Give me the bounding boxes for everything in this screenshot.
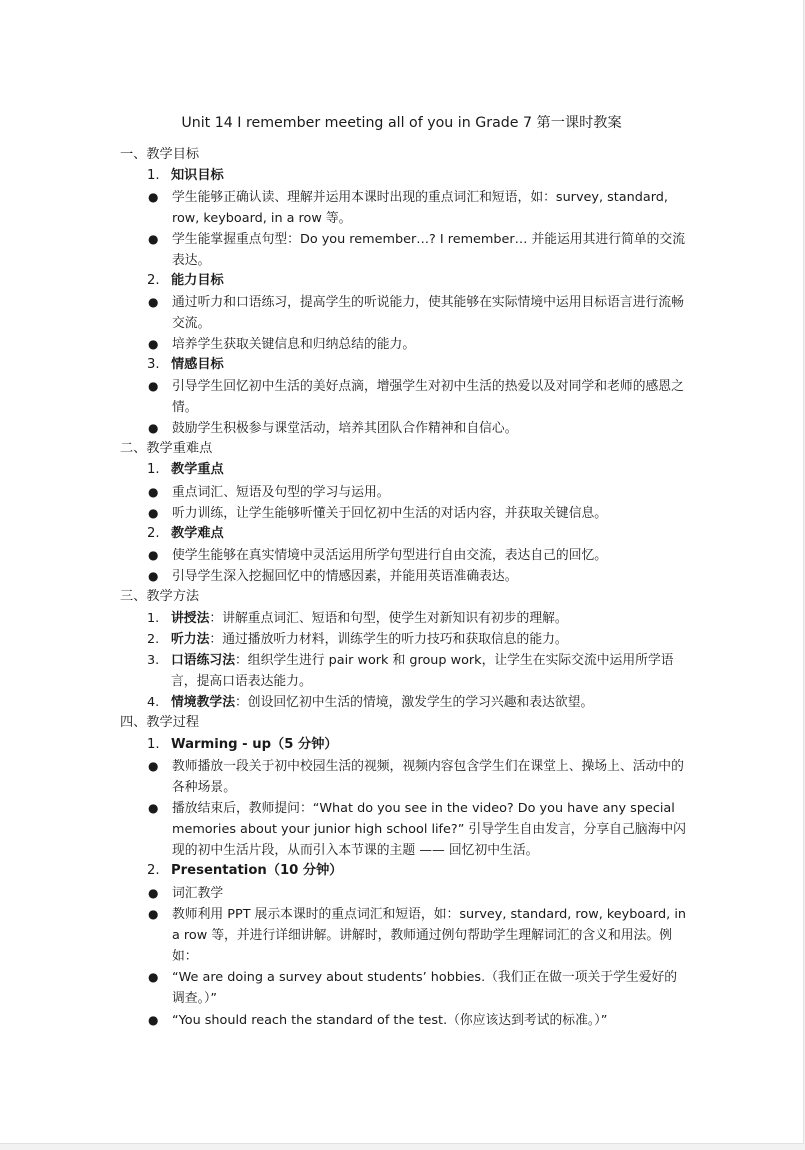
list-item: ● 重点词汇、短语及句型的学习与运用。 [148, 482, 688, 503]
list-item: 3. 口语练习法：组织学生进行 pair work 和 group work，让学生在实际交流中运用所学语言，提高口语表达能力。 [147, 653, 674, 689]
subheading-knowledge: 1. 知识目标 [147, 168, 224, 183]
list-item: ● “We are doing a survey about students’ hobbies.（我们正在做一项关于学生爱好的调查。）” [148, 967, 688, 1009]
list-item: ● 引导学生深入挖掘回忆中的情感因素，并能用英语准确表达。 [148, 566, 688, 587]
bullet-icon: ● [148, 907, 159, 921]
list-item: ● 教师利用 PPT 展示本课时的重点词汇和短语，如：survey, standard, row, keyboard, in a row 等，并进行详细讲解。讲解时，教师通过例句帮助学生理解词汇的含义和用法。例如： [148, 904, 688, 967]
list-item: ● 引导学生回忆初中生活的美好点滴，增强学生对初中生活的热爱以及对同学和老师的感恩之情。 [148, 376, 688, 418]
bullet-icon: ● [148, 421, 159, 435]
bullet-icon: ● [148, 970, 159, 984]
list-item: ● 培养学生获取关键信息和归纳总结的能力。 [148, 334, 688, 355]
section-heading-objectives: 一、教学目标 [120, 147, 200, 162]
section-heading-key-points: 二、教学重难点 [120, 441, 213, 456]
list-item: 1. 讲授法：讲解重点词汇、短语和句型，使学生对新知识有初步的理解。 [147, 611, 568, 626]
subheading-presentation: 2. Presentation（10 分钟） [147, 863, 343, 878]
list-item: ● 学生能掌握重点句型：Do you remember…? I remember… 并能运用其进行简单的交流表达。 [148, 229, 688, 271]
section-heading-methods: 三、教学方法 [120, 589, 200, 604]
list-item: ● 学生能够正确认读、理解并运用本课时出现的重点词汇和短语，如：survey, standard, row, keyboard, in a row 等。 [148, 187, 688, 229]
list-item: ● 通过听力和口语练习，提高学生的听说能力，使其能够在实际情境中运用目标语言进行流畅交流。 [148, 292, 688, 334]
bullet-icon: ● [148, 337, 159, 351]
list-item: ● 听力训练，让学生能够听懂关于回忆初中生活的对话内容，并获取关键信息。 [148, 503, 688, 524]
list-item: ● 鼓励学生积极参与课堂活动，培养其团队合作精神和自信心。 [148, 418, 688, 439]
list-item: ● 教师播放一段关于初中校园生活的视频，视频内容包含学生们在课堂上、操场上、活动中的各种场景。 [148, 756, 688, 798]
bullet-icon: ● [148, 379, 159, 393]
bullet-icon: ● [148, 295, 159, 309]
list-item: ● 词汇教学 [148, 883, 688, 904]
page-title: Unit 14 I remember meeting all of you in Grade 7 第一课时教案 [181, 115, 622, 131]
section-heading-process: 四、教学过程 [120, 715, 200, 730]
bullet-icon: ● [148, 548, 159, 562]
bullet-icon: ● [148, 232, 159, 246]
subheading-focus: 1. 教学重点 [147, 462, 224, 477]
list-item: ● “You should reach the standard of the test.（你应该达到考试的标准。）” [148, 1010, 688, 1031]
bullet-icon: ● [148, 1013, 159, 1027]
bullet-icon: ● [148, 485, 159, 499]
bullet-icon: ● [148, 886, 159, 900]
list-item: ● 播放结束后，教师提问：“What do you see in the video? Do you have any special memories about your junior high school life?” 引导学生自由发言，分享自己脑海中闪现的初中生活片段，从而引入本节课的主题 —— 回忆初中生活。 [148, 798, 688, 861]
subheading-ability: 2. 能力目标 [147, 273, 224, 288]
bullet-icon: ● [148, 801, 159, 815]
list-item: 2. 听力法：通过播放听力材料，训练学生的听力技巧和获取信息的能力。 [147, 632, 568, 647]
bullet-icon: ● [148, 759, 159, 773]
list-item: ● 使学生能够在真实情境中灵活运用所学句型进行自由交流，表达自己的回忆。 [148, 545, 688, 566]
bullet-icon: ● [148, 190, 159, 204]
bullet-icon: ● [148, 506, 159, 520]
subheading-warming-up: 1. Warming - up（5 分钟） [147, 737, 338, 752]
list-item: 4. 情境教学法：创设回忆初中生活的情境，激发学生的学习兴趣和表达欲望。 [147, 695, 594, 710]
subheading-difficulty: 2. 教学难点 [147, 526, 224, 541]
bullet-icon: ● [148, 569, 159, 583]
subheading-emotion: 3. 情感目标 [147, 357, 224, 372]
